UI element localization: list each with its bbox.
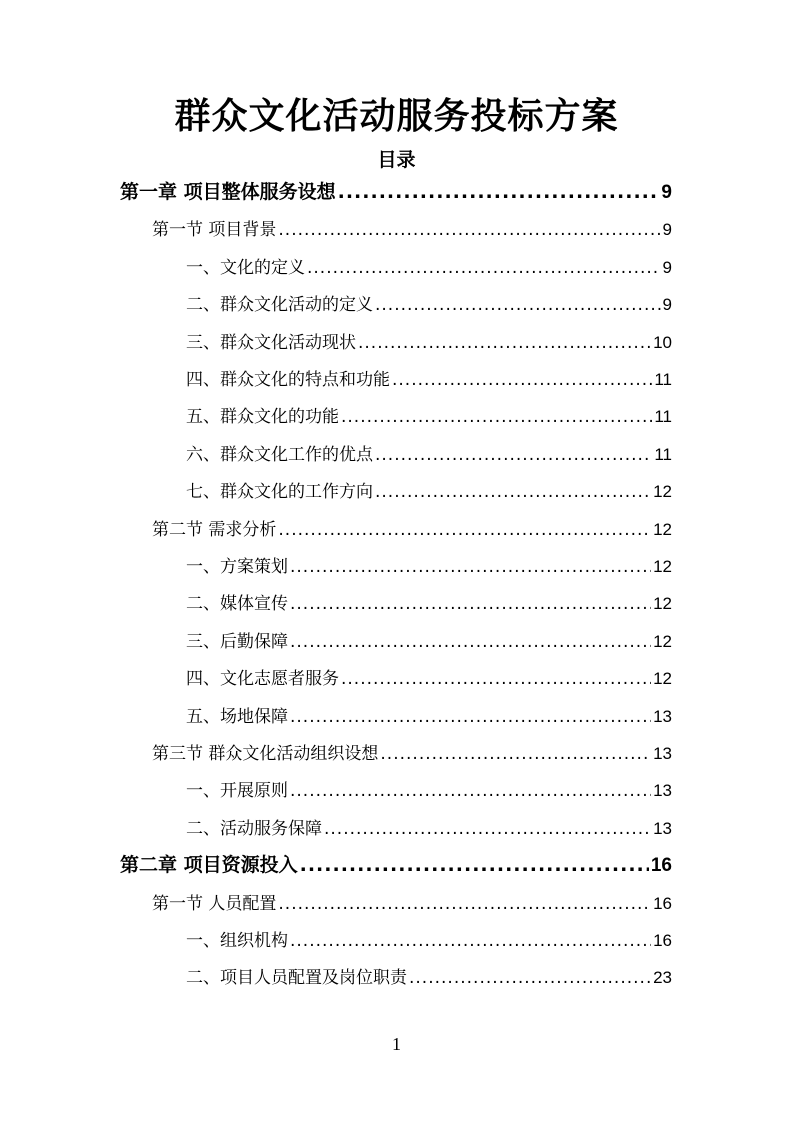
- toc-entry-page: 9: [662, 220, 672, 240]
- toc-entry-label: 四、文化志愿者服务: [186, 669, 339, 690]
- page-number: 1: [392, 1034, 401, 1054]
- toc-dot-leader: [392, 362, 652, 399]
- toc-dot-leader: [341, 399, 652, 436]
- toc-entry-page: 11: [654, 407, 672, 427]
- toc-entry[interactable]: [186, 548, 672, 585]
- toc-entry[interactable]: [152, 885, 672, 922]
- toc-dot-leader: [290, 773, 651, 810]
- toc-entry[interactable]: [120, 847, 672, 884]
- toc-entry[interactable]: [186, 473, 672, 510]
- toc-entry[interactable]: [186, 585, 672, 622]
- toc-entry-page: 12: [653, 482, 672, 502]
- toc-entry-page: 12: [653, 669, 672, 689]
- toc-entry-page: 13: [653, 781, 672, 801]
- toc-entry-page: 11: [654, 370, 672, 389]
- toc-dot-leader: [290, 549, 651, 586]
- toc-entry-page: 9: [662, 257, 672, 277]
- toc-entry-label: 四、群众文化的特点和功能: [186, 370, 390, 390]
- toc-entry-page: 10: [653, 332, 672, 352]
- toc-entry-label: 二、媒体宣传: [186, 594, 288, 615]
- toc-entry-label: 七、群众文化的工作方向: [186, 482, 373, 503]
- toc-dot-leader: [380, 736, 651, 773]
- toc-dot-leader: [358, 325, 651, 362]
- toc-dot-leader: [375, 474, 651, 511]
- toc-entry-label: 六、群众文化工作的优点: [186, 444, 373, 465]
- toc-entry-page: 16: [653, 893, 672, 913]
- toc-entry[interactable]: [186, 922, 672, 959]
- toc-entry[interactable]: [186, 249, 672, 286]
- toc-entry[interactable]: [152, 211, 672, 248]
- toc-entry-label: 一、文化的定义: [186, 257, 305, 278]
- toc-entry-label: 三、群众文化活动现状: [186, 332, 356, 353]
- toc-entry-label: 第一节 人员配置: [152, 893, 277, 914]
- document-title: 群众文化活动服务投标方案: [174, 96, 619, 137]
- toc-dot-leader: [290, 624, 651, 661]
- toc-entry[interactable]: [186, 660, 672, 697]
- toc-entry-page: 12: [653, 631, 672, 651]
- toc-entry-page: 13: [653, 706, 672, 726]
- toc-entry-label: 二、项目人员配置及岗位职责: [186, 968, 407, 989]
- toc-dot-leader: [341, 661, 651, 698]
- toc-dot-leader: [278, 886, 651, 923]
- toc-entry[interactable]: [186, 324, 672, 361]
- toc-dot-leader: [324, 811, 651, 848]
- toc-entry[interactable]: [186, 398, 672, 435]
- toc-dot-leader: [338, 174, 660, 211]
- toc-dot-leader: [409, 960, 651, 997]
- toc-dot-leader: [290, 923, 651, 960]
- toc-entry-label: 一、组织机构: [186, 931, 288, 951]
- toc-entry-page: 16: [650, 855, 672, 877]
- toc-entry-label: 第二章 项目资源投入: [120, 854, 298, 877]
- toc-entry-label: 三、后勤保障: [186, 631, 288, 652]
- toc-dot-leader: [290, 586, 651, 623]
- toc-entry-label: 第三节 群众文化活动组织设想: [152, 744, 379, 764]
- toc-entry-label: 二、活动服务保障: [186, 818, 322, 839]
- toc-entry-page: 11: [654, 444, 672, 464]
- toc-entry-label: 第一章 项目整体服务设想: [120, 181, 336, 203]
- toc-entry[interactable]: [186, 959, 672, 996]
- toc-dot-leader: [290, 699, 651, 736]
- toc-entry-label: 第二节 需求分析: [152, 519, 277, 540]
- toc-heading: 目录: [377, 149, 416, 171]
- toc-entry[interactable]: [120, 174, 672, 211]
- toc-entry[interactable]: [186, 361, 672, 398]
- toc-dot-leader: [375, 437, 652, 474]
- toc-entry-page: 12: [653, 519, 672, 539]
- toc-entry-label: 五、群众文化的功能: [186, 407, 339, 428]
- toc-entry-page: 16: [653, 931, 672, 950]
- toc-entry-page: 12: [653, 557, 672, 576]
- toc-entry-label: 二、群众文化活动的定义: [186, 295, 373, 316]
- toc-entry-page: 13: [653, 744, 672, 763]
- toc-entry-label: 一、开展原则: [186, 781, 288, 802]
- toc-entry[interactable]: [186, 698, 672, 735]
- toc-entry[interactable]: [152, 511, 672, 548]
- toc-dot-leader: [375, 287, 661, 324]
- toc-entry[interactable]: [186, 286, 672, 323]
- toc-entry-label: 第一节 项目背景: [152, 220, 277, 241]
- toc-entry-label: 五、场地保障: [186, 706, 288, 727]
- toc-entry-page: 12: [653, 594, 672, 614]
- toc-dot-leader: [300, 847, 649, 884]
- toc-dot-leader: [307, 250, 661, 287]
- toc-dot-leader: [278, 512, 651, 549]
- toc-entry-page: 23: [653, 968, 672, 988]
- toc-entry[interactable]: [186, 623, 672, 660]
- toc-entry-page: 9: [661, 182, 672, 203]
- toc-entry[interactable]: [152, 735, 672, 772]
- toc-entry[interactable]: [186, 436, 672, 473]
- toc-entry[interactable]: [186, 810, 672, 847]
- toc-entry-label: 一、方案策划: [186, 557, 288, 577]
- toc-entry[interactable]: [186, 772, 672, 809]
- toc-entry-page: 9: [662, 295, 672, 315]
- toc-dot-leader: [278, 212, 660, 249]
- toc-entry-page: 13: [653, 818, 672, 838]
